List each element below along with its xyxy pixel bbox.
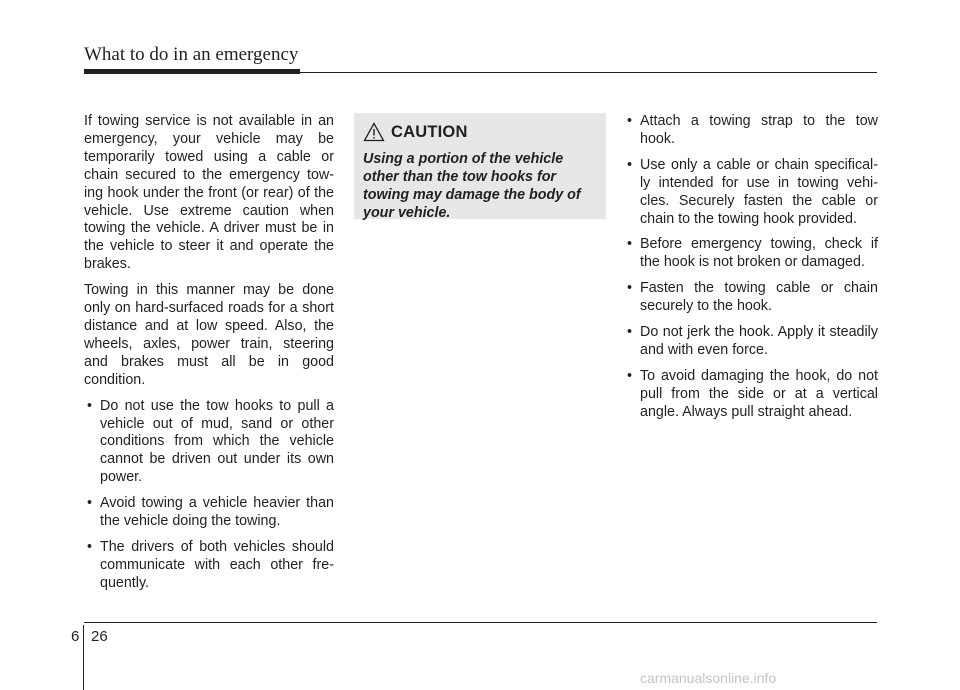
paragraph: If towing service is not available in an emergency, your vehicle may be temporarily towed using a cable or chain secured to the emergency tow-ing hook under the front (or rear) of the vehicle. Use extreme caution when towing the vehicle. A driver must be in the vehicle to steer it and operate the brakes. xyxy=(84,113,334,273)
chapter-number: 6 xyxy=(71,628,80,645)
caution-header xyxy=(363,121,598,143)
footer-divider xyxy=(83,625,84,690)
left-column xyxy=(84,113,334,601)
paragraph: Towing in this manner may be done only on hard-surfaced roads for a short distance and at low speed. Also, the wheels, axles, power train, steering and brakes must all be in good condition. xyxy=(84,282,334,388)
list-item: • Fasten the towing cable or chain securely to the hook. xyxy=(624,280,878,316)
warning-triangle-icon xyxy=(363,122,385,142)
list-item: • To avoid damaging the hook, do not pull from the side or at a vertical angle. Always pull straight ahead. xyxy=(624,368,878,422)
list-item: • Do not jerk the hook. Apply it steadily and with even force. xyxy=(624,324,878,360)
caution-title: CAUTION xyxy=(391,122,468,141)
footer-rule xyxy=(84,622,877,623)
caution-box xyxy=(354,113,606,219)
list-item: • Do not use the tow hooks to pull a vehicle out of mud, sand or other conditions from which the vehicle cannot be driven out under its own power. xyxy=(84,398,334,488)
page-number: 26 xyxy=(91,628,108,645)
list-item: • Before emergency towing, check if the hook is not broken or damaged. xyxy=(624,236,878,272)
list-item: • Avoid towing a vehicle heavier than the vehicle doing the towing. xyxy=(84,495,334,531)
bullet-list xyxy=(624,113,878,422)
right-column xyxy=(624,113,878,430)
bullet-list xyxy=(84,398,334,593)
list-item: • Attach a towing strap to the tow hook. xyxy=(624,113,878,149)
watermark: carmanualsonline.info xyxy=(640,670,777,686)
list-item: • Use only a cable or chain specifical-ly intended for use in towing vehi-cles. Securely fasten the cable or chain to the towing hook provided. xyxy=(624,157,878,229)
caution-text: Using a portion of the vehicle other than the tow hooks for towing may damage the body of your vehicle. xyxy=(363,151,581,221)
section-title: What to do in an emergency xyxy=(84,44,299,65)
list-item: • The drivers of both vehicles should communicate with each other fre-quently. xyxy=(84,539,334,593)
header-rule xyxy=(84,72,877,73)
